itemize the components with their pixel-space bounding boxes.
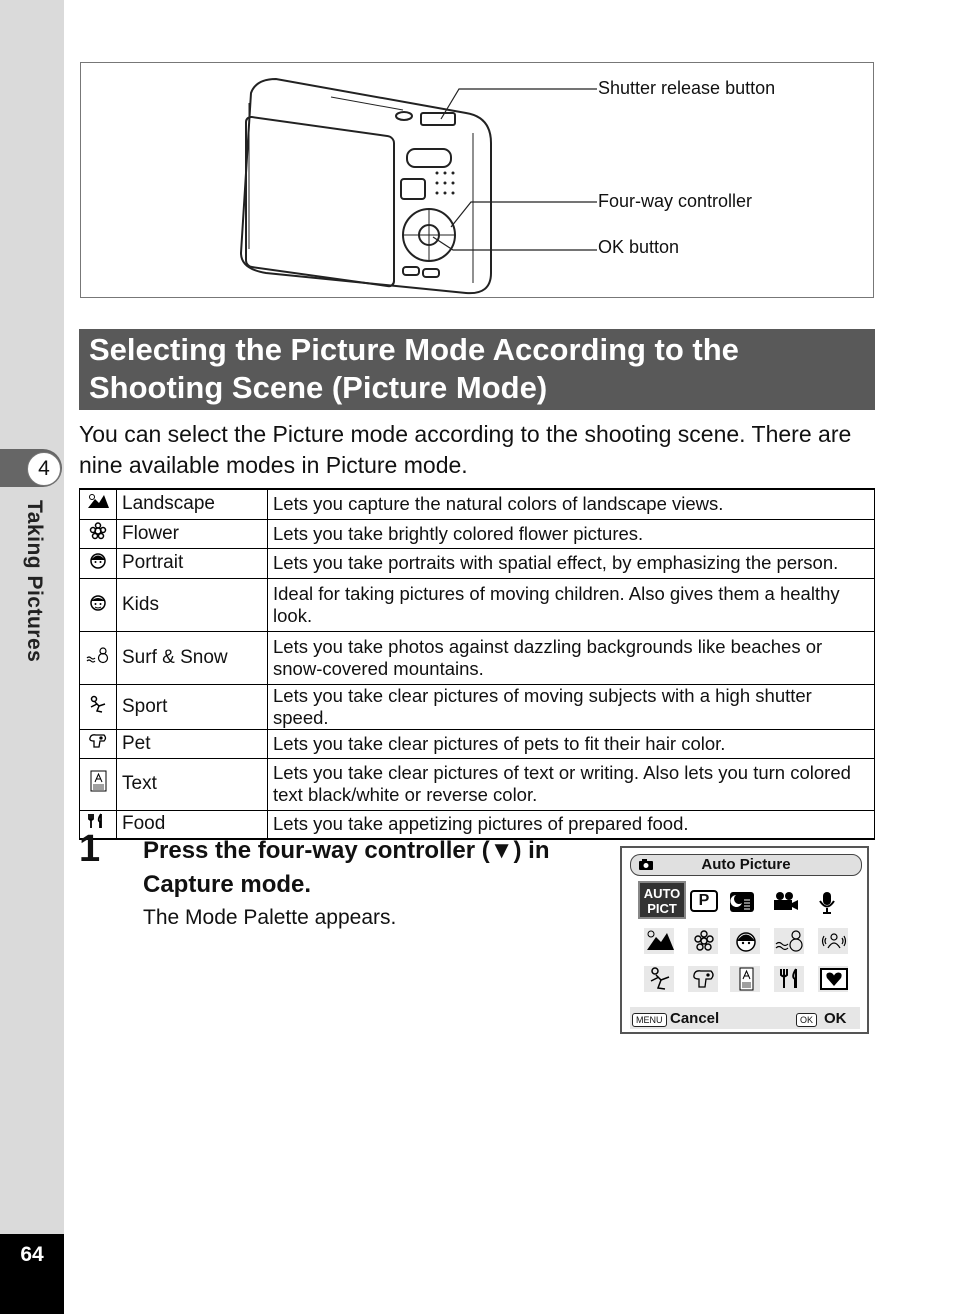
- table-row: [80, 729, 875, 758]
- mode-desc: Lets you take brightly colored flower pictures.: [268, 519, 875, 548]
- palette-food-icon[interactable]: [774, 966, 804, 992]
- mode-name: Sport: [117, 684, 268, 729]
- table-row: [80, 548, 875, 578]
- program-mode[interactable]: [690, 890, 718, 912]
- callout-shutter: Shutter release button: [598, 78, 776, 98]
- night-scene-icon[interactable]: [728, 890, 758, 914]
- mode-desc: Lets you take clear pictures of pets to fit their hair color.: [268, 729, 875, 758]
- mode-desc: Lets you take appetizing pictures of prepared food.: [268, 810, 875, 839]
- palette-title: Auto Picture: [701, 856, 791, 873]
- auto-label: AUTO: [643, 886, 681, 901]
- auto-picture-mode[interactable]: [638, 881, 686, 919]
- palette-sport-icon[interactable]: [644, 966, 674, 992]
- step-instruction: Press the four-way controller (▼) in Capture mode.: [143, 837, 550, 898]
- page-number: 64: [20, 1243, 44, 1266]
- callout-four-way: Four-way controller: [598, 191, 753, 211]
- mode-name: Portrait: [117, 548, 268, 578]
- ok-button[interactable]: OK: [824, 1010, 847, 1027]
- palette-digital-sr-icon[interactable]: [818, 928, 848, 954]
- flower-icon: [86, 522, 110, 540]
- pet-icon: [86, 732, 110, 750]
- mode-name: Text: [117, 758, 268, 810]
- step-result: The Mode Palette appears.: [143, 906, 397, 929]
- chapter-title: Taking Pictures: [23, 500, 46, 663]
- table-row: [80, 489, 875, 519]
- landscape-icon: [86, 492, 110, 510]
- camera-icon: [638, 858, 654, 871]
- table-row: [80, 519, 875, 548]
- palette-frame-composite-icon[interactable]: [818, 966, 848, 992]
- palette-flower-icon[interactable]: [688, 928, 718, 954]
- callout-ok: OK button: [598, 237, 680, 257]
- camera-figure: [80, 62, 874, 298]
- table-row: [80, 758, 875, 810]
- mode-desc: Lets you take portraits with spatial effect, by emphasizing the person.: [268, 548, 875, 578]
- ok-tag: OK: [796, 1013, 817, 1027]
- step-number: 1: [79, 828, 101, 870]
- section-intro: You can select the Picture mode according to the shooting scene. There are nine available modes in Picture mode.: [79, 421, 852, 478]
- mode-desc: Lets you take photos against dazzling backgrounds like beaches or snow-covered mountains.: [268, 631, 875, 684]
- mode-desc: Lets you take clear pictures of moving subjects with a high shutter speed.: [268, 684, 875, 729]
- palette-pet-icon[interactable]: [688, 966, 718, 992]
- mode-palette-screen: [620, 846, 869, 1034]
- menu-tag: MENU: [632, 1013, 667, 1027]
- picture-modes-table: [79, 488, 875, 840]
- sport-icon: [86, 695, 110, 713]
- mode-desc: Ideal for taking pictures of moving children. Also gives them a healthy look.: [268, 578, 875, 631]
- surf-snow-icon: [86, 646, 110, 664]
- table-row: [80, 684, 875, 729]
- voice-recording-icon[interactable]: [816, 890, 838, 916]
- kids-icon: [86, 593, 110, 611]
- table-row: [80, 578, 875, 631]
- palette-title-bar: [630, 854, 862, 876]
- chapter-number: 4: [27, 452, 61, 486]
- program-label: P: [698, 892, 710, 909]
- pict-label: PICT: [647, 901, 677, 916]
- mode-name: Landscape: [117, 489, 268, 519]
- mode-name: Surf & Snow: [117, 631, 268, 684]
- mode-name: Food: [117, 810, 268, 839]
- palette-portrait-icon[interactable]: [730, 928, 760, 954]
- mode-name: Kids: [117, 578, 268, 631]
- cancel-button[interactable]: Cancel: [670, 1010, 720, 1027]
- table-row: [80, 631, 875, 684]
- mode-desc: Lets you capture the natural colors of landscape views.: [268, 489, 875, 519]
- mode-name: Pet: [117, 729, 268, 758]
- movie-icon[interactable]: [770, 890, 800, 914]
- mode-desc: Lets you take clear pictures of text or writing. Also lets you turn colored text black/white or reverse color.: [268, 758, 875, 810]
- mode-name: Flower: [117, 519, 268, 548]
- section-heading: Selecting the Picture Mode According to the Shooting Scene (Picture Mode): [79, 329, 875, 410]
- palette-text-icon[interactable]: [730, 966, 760, 992]
- text-icon: [86, 769, 110, 793]
- portrait-icon: [86, 551, 110, 569]
- palette-landscape-icon[interactable]: [644, 928, 674, 954]
- palette-surf-snow-icon[interactable]: [774, 928, 804, 954]
